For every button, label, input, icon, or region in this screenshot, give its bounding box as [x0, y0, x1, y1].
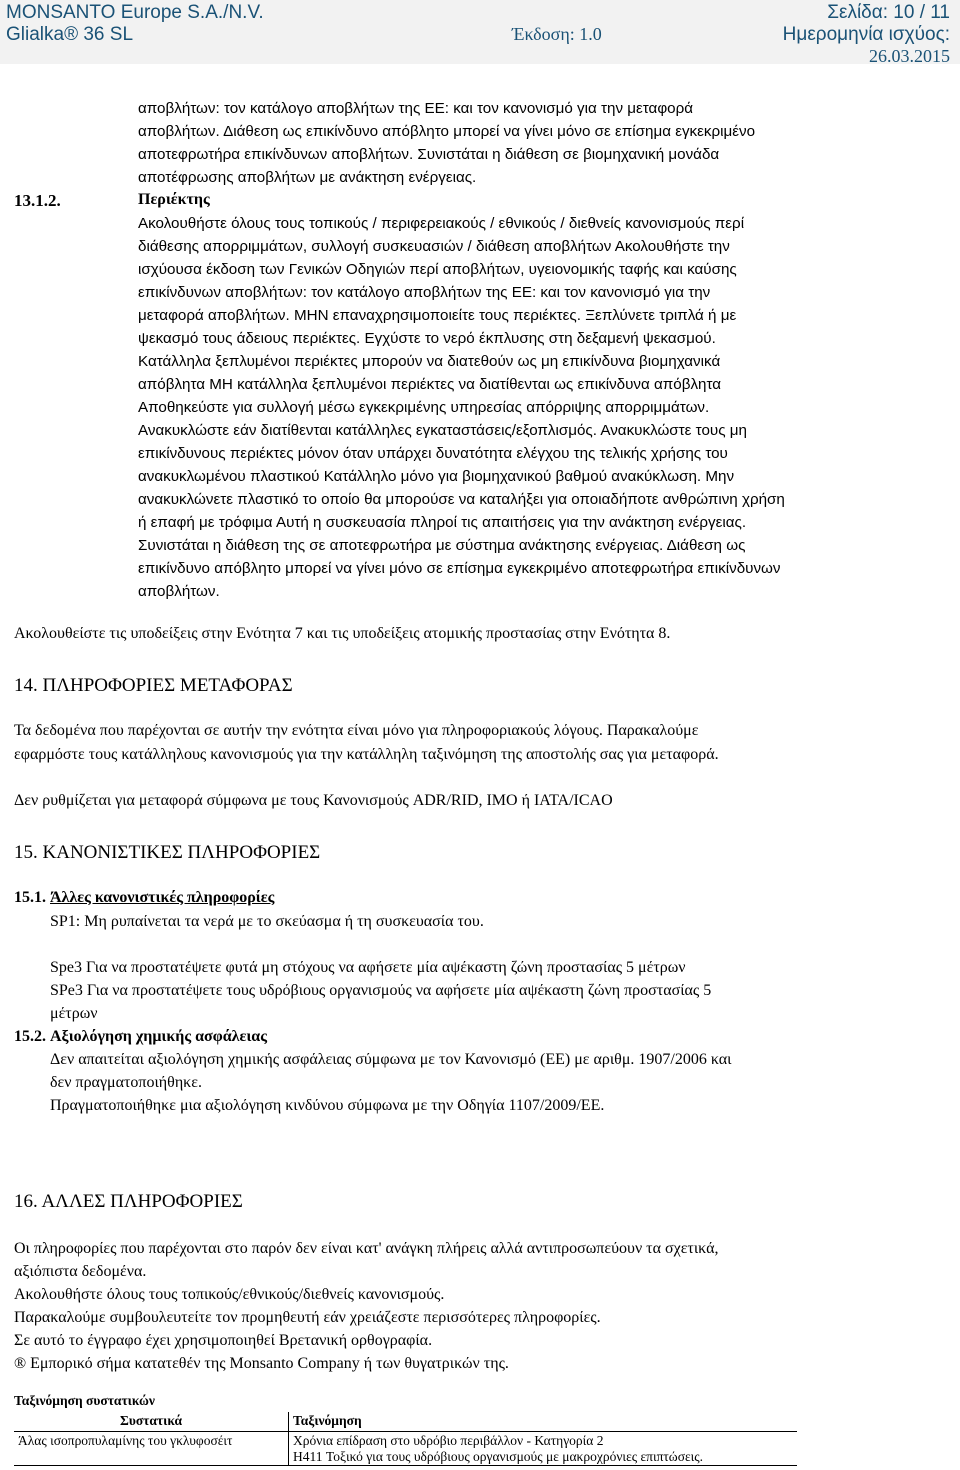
text-line: Σε αυτό το έγγραφο έχει χρησιμοποιηθεί Βρετανική ορθογραφία.	[14, 1332, 433, 1349]
text-line: διάθεσης απορριμμάτων, συλλογή συσκευασιών / διάθεση αποβλήτων Ακολουθήστε την	[138, 238, 730, 255]
subsection-title: Περιέκτης	[138, 191, 210, 208]
text-line: αποβλήτων. Διάθεση ως επικίνδυνο απόβλητο μπορεί να γίνει μόνο σε επίσημα εγκεκριμένο	[138, 123, 756, 140]
text-line: μέτρων	[50, 1005, 98, 1022]
text-line: Πραγματοποιήθηκε μια αξιολόγηση κινδύνου σύμφωνα με την Οδηγία 1107/2009/ΕΕ.	[50, 1097, 605, 1114]
text-line: Αποθηκεύστε για συλλογή μέσω εγκεκριμένης υπηρεσίας απόρριψης απορριμμάτων.	[138, 399, 710, 416]
text-line: δεν πραγματοποιήθηκε.	[50, 1074, 202, 1091]
text-line: SPe3 Για να προστατέψετε τους υδρόβιους οργανισμούς να αφήσετε μία αψέκαστη ζώνη προστασίας 5	[50, 982, 712, 999]
text-line: αποβλήτων.	[138, 583, 220, 600]
column-header-classification: Ταξινόμηση	[289, 1412, 798, 1432]
column-header-components: Συστατικά	[14, 1412, 289, 1432]
text-line: Ακολουθήστε όλους τους τοπικούς/εθνικούς/διεθνείς κανονισμούς.	[14, 1286, 445, 1303]
page-header	[0, 0, 960, 64]
text-line: αξιόπιστα δεδομένα.	[14, 1263, 147, 1280]
subsection-title: Άλλες κανονιστικές πληροφορίες	[50, 889, 275, 906]
section-heading: 14. ΠΛΗΡΟΦΟΡΙΕΣ ΜΕΤΑΦΟΡΑΣ	[14, 675, 293, 696]
text-line: Δεν απαιτείται αξιολόγηση χημικής ασφάλειας σύμφωνα με τον Κανονισμό (ΕΕ) με αριθμ. 1907/2006 και	[50, 1051, 732, 1068]
classification-table	[14, 1412, 797, 1466]
text-line: Παρακαλούμε συμβουλευτείτε τον προμηθευτή εάν χρειάζεστε περισσότερες πληροφορίες.	[14, 1309, 601, 1326]
subsection-number: 15.1.	[14, 889, 46, 906]
section-13-note: Ακολουθείστε τις υποδείξεις στην Ενότητα 7 και τις υποδείξεις ατομικής προστασίας στην Ενότητα 8.	[14, 625, 671, 642]
section-heading: 16. ΑΛΛΕΣ ΠΛΗΡΟΦΟΡΙΕΣ	[14, 1191, 243, 1212]
text-line: μεταφορά αποβλήτων. ΜΗΝ επαναχρησιμοποιείτε τους περιέκτες. Ξεπλύνετε τριπλά ή με	[138, 307, 737, 324]
text-line: επικίνδυνους περιέκτες μόνον όταν υπάρχει δυνατότητα ελέγχου της τελικής χρήσης του	[138, 445, 728, 462]
text-line: ανακυκλώνετε πλαστικό το οποίο θα μπορούσε να καταλήξει για οποιαδήποτε ανθρώπινη χρήση	[138, 491, 785, 508]
effective-date-label: Ημερομηνία ισχύος:	[782, 24, 950, 45]
table-row	[14, 1432, 797, 1466]
text-line: εφαρμόστε τους κατάλληλους κανονισμούς για την κατάλληλη ταξινόμηση της αποστολής σας για μεταφορά.	[14, 746, 719, 763]
text-line: ανακυκλωμένου πλαστικού Κατάλληλο μόνο για βιομηχανικού βαθμού ανακύκλωση. Μην	[138, 468, 735, 485]
text-line: ® Εμπορικό σήμα κατατεθέν της Monsanto Company ή των θυγατρικών της.	[14, 1355, 509, 1372]
company-name: MONSANTO Europe S.A./N.V.	[6, 2, 264, 23]
section-heading: 15. ΚΑΝΟΝΙΣΤΙΚΕΣ ΠΛΗΡΟΦΟΡΙΕΣ	[14, 842, 321, 863]
classification-cell	[289, 1432, 798, 1466]
version-label: Έκδοση: 1.0	[512, 24, 602, 44]
transport-note: Δεν ρυθμίζεται για μεταφορά σύμφωνα με τους Κανονισμούς ADR/RID, IMO ή IATA/ICAO	[14, 792, 613, 809]
text-line: αποβλήτων: τον κατάλογο αποβλήτων της ΕΕ: και τον κανονισμό για την μεταφορά	[138, 100, 694, 117]
text-line: αποτεφρωτήρα επικίνδυνων αποβλήτων. Συνιστάται η διάθεση σε βιομηχανική μονάδα	[138, 146, 720, 163]
text-line: επικίνδυνων αποβλήτων: τον κατάλογο αποβλήτων της ΕΕ: και τον κανονισμό για την	[138, 284, 711, 301]
text-line: Spe3 Για να προστατέψετε φυτά μη στόχους να αφήσετε μία αψέκαστη ζώνη προστασίας 5 μέτρων	[50, 959, 686, 976]
subsection-number: 13.1.2.	[14, 191, 61, 210]
product-name: Glialka® 36 SL	[6, 24, 134, 45]
text-line: Ακολουθήστε όλους τους τοπικούς / περιφερειακούς / εθνικούς / διεθνείς κανονισμούς περί	[138, 215, 745, 232]
text-line: απόβλητα ΜΗ κατάλληλα ξεπλυμένοι περιέκτες να διατίθενται ως επικίνδυνα απόβλητα	[138, 376, 722, 393]
text-line: Τα δεδομένα που παρέχονται σε αυτήν την ενότητα είναι μόνο για πληροφοριακούς λόγους. Παρακαλούμε	[14, 722, 699, 739]
text-line: ισχύουσα έκδοση των Γενικών Οδηγιών περί αποβλήτων, υγειονομικής ταφής και καύσης	[138, 261, 737, 278]
page-number: Σελίδα: 10 / 11	[827, 2, 950, 23]
subsection-title: Αξιολόγηση χημικής ασφάλειας	[50, 1028, 267, 1045]
text-line: Κατάλληλα ξεπλυμένοι περιέκτες μπορούν να διατεθούν ως μη επικίνδυνα βιομηχανικά	[138, 353, 721, 370]
component-cell: Άλας ισοπροπυλαμίνης του γκλυφοσέιτ	[14, 1432, 289, 1466]
effective-date: 26.03.2015	[869, 46, 950, 66]
table-header-row	[14, 1412, 797, 1432]
text-line: Ανακυκλώστε εάν διατίθενται κατάλληλες εγκαταστάσεις/εξοπλισμός. Ανακυκλώστε τους μη	[138, 422, 747, 439]
text-line: SP1: Μη ρυπαίνεται τα νερά με το σκεύασμα ή τη συσκευασία του.	[50, 913, 484, 930]
text-line: Οι πληροφορίες που παρέχονται στο παρόν δεν είναι κατ' ανάγκη πλήρεις αλλά αντιπροσωπεύουν τα σχετικά,	[14, 1240, 719, 1257]
classification-title: Ταξινόμηση συστατικών	[14, 1393, 155, 1408]
text-line: Συνιστάται η διάθεση της σε αποτεφρωτήρα με σύστημα ανάκτησης ενέργειας. Διάθεση ως	[138, 537, 746, 554]
text-line: επικίνδυνο απόβλητο μπορεί να γίνει μόνο σε επίσημα εγκεκριμένο αποτεφρωτήρα επικίνδυνων	[138, 560, 781, 577]
classification-line: Χρόνια επίδραση στο υδρόβιο περιβάλλον - Κατηγορία 2	[293, 1433, 604, 1448]
text-line: αποτέφρωσης αποβλήτων με ανάκτηση ενέργειας.	[138, 169, 477, 186]
text-line: ψεκασμό τους άδειους περιέκτες. Εγχύστε το νερό έκπλυσης στη δεξαμενή ψεκασμού.	[138, 330, 716, 347]
subsection-number: 15.2.	[14, 1028, 46, 1045]
classification-line: H411 Τοξικό για τους υδρόβιους οργανισμούς με μακροχρόνιες επιπτώσεις.	[293, 1449, 703, 1464]
text-line: ή επαφή με τρόφιμα Αυτή η συσκευασία πληροί τις απαιτήσεις για την ανάκτηση ενέργειας.	[138, 514, 747, 531]
